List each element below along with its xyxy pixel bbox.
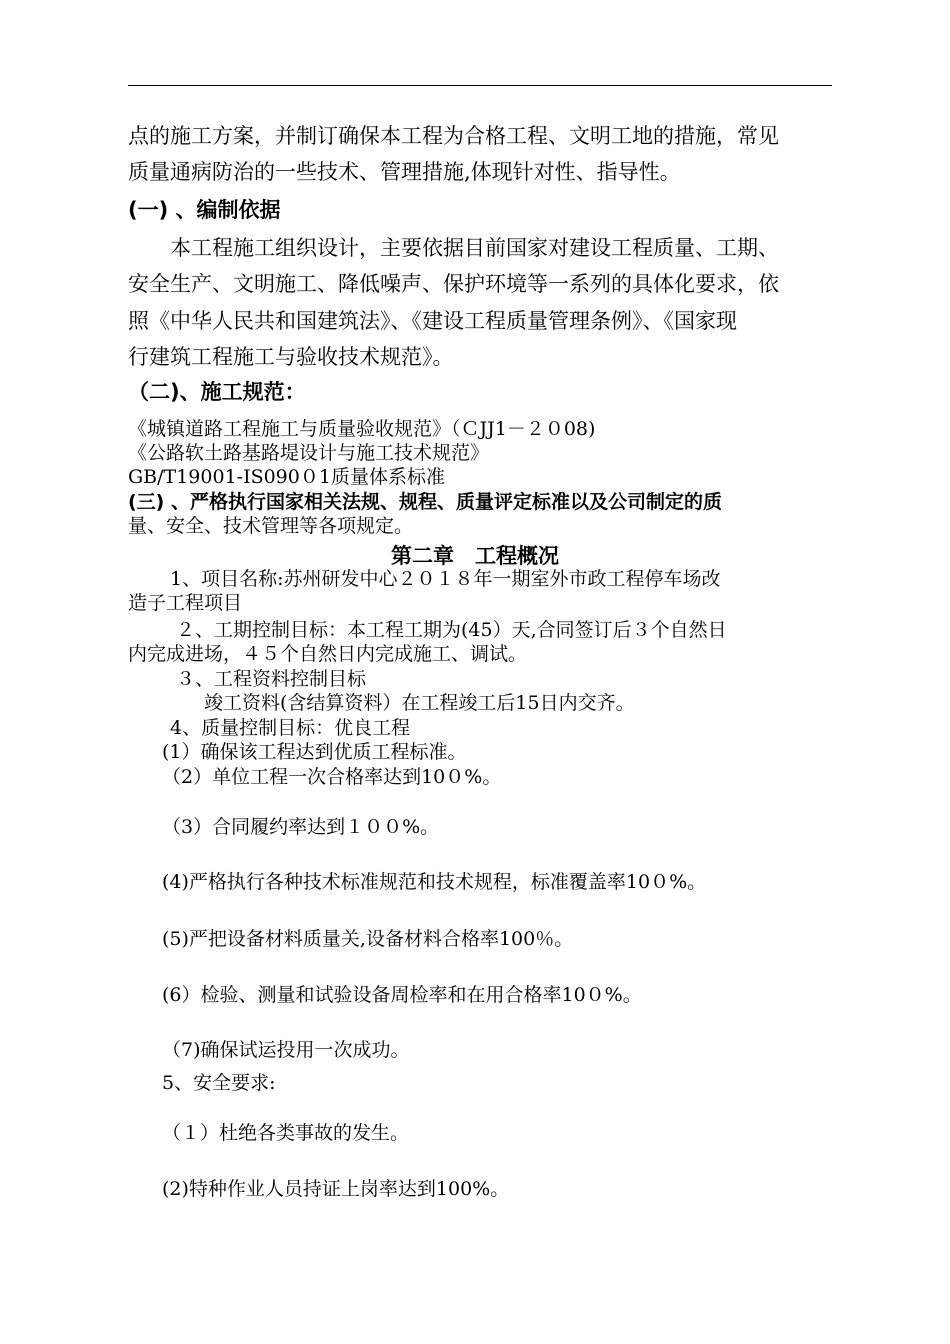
spec-line: GB/T19001-IS090０1质量体系标准 [128, 466, 445, 488]
list-item: (2)特种作业人员持证上岗率达到100%。 [162, 1178, 510, 1200]
paragraph-line: 质量通病防治的一些技术、管理措施,体现针对性、指导性。 [128, 160, 681, 184]
paragraph-line: 本工程施工组织设计，主要依据目前国家对建设工程质量、工期、 [170, 236, 779, 260]
spec-line: 《公路软土路基路堤设计与施工技术规范》 [128, 442, 490, 464]
section-heading: （二)、施工规范： [128, 380, 306, 404]
section-heading: (一) 、编制依据 [128, 198, 281, 222]
list-item: （7)确保试运投用一次成功。 [162, 1039, 410, 1061]
paragraph-line: 行建筑工程施工与验收技术规范》。 [128, 345, 454, 369]
list-item: （2）单位工程一次合格率达到10０%。 [162, 766, 502, 788]
list-item: 5、安全要求: [162, 1072, 276, 1094]
list-item: 4、质量控制目标：优良工程 [170, 717, 411, 739]
list-item: 造子工程项目 [128, 592, 243, 614]
list-item: 竣工资料(含结算资料）在工程竣工后15日内交齐。 [204, 692, 635, 714]
paragraph-line: 点的施工方案，并制订确保本工程为合格工程、文明工地的措施，常见 [128, 124, 779, 148]
list-item: 1、项目名称:苏州研发中心２０１８年一期室外市政工程停车场改 [170, 568, 721, 590]
list-item: (6）检验、测量和试验设备周检率和在用合格率10０%。 [162, 984, 642, 1006]
section-heading: (三) 、严格执行国家相关法规、规程、质量评定标准以及公司制定的质 [128, 491, 722, 513]
paragraph-line: 照《中华人民共和国建筑法》、《建设工程质量管理条例》、《国家现 [128, 309, 737, 333]
list-item: ２、工期控制目标：本工程工期为(45）天,合同签订后３个自然日 [176, 619, 727, 641]
paragraph-line: 安全生产、文明施工、降低噪声、保护环境等一系列的具体化要求，依 [128, 272, 779, 296]
paragraph-line: 量、安全、技术管理等各项规定。 [128, 515, 414, 537]
list-item: （１）杜绝各类事故的发生。 [162, 1122, 410, 1144]
list-item: 内完成进场，４５个自然日内完成施工、调试。 [128, 643, 528, 665]
list-item: （3）合同履约率达到１００%。 [162, 816, 440, 838]
header-rule [128, 85, 832, 86]
chapter-title: 第二章 工程概况 [391, 544, 559, 568]
list-item: (5)严把设备材料质量关,设备材料合格率100％。 [162, 928, 574, 950]
list-item: ３、工程资料控制目标 [176, 668, 367, 690]
list-item: (4)严格执行各种技术标准规范和技术规程，标准覆盖率10０%。 [162, 871, 707, 893]
list-item: (1）确保该工程达到优质工程标准。 [162, 741, 467, 763]
spec-line: 《城镇道路工程施工与质量验收规范》（ＣJJ1－２０08) [128, 418, 596, 440]
